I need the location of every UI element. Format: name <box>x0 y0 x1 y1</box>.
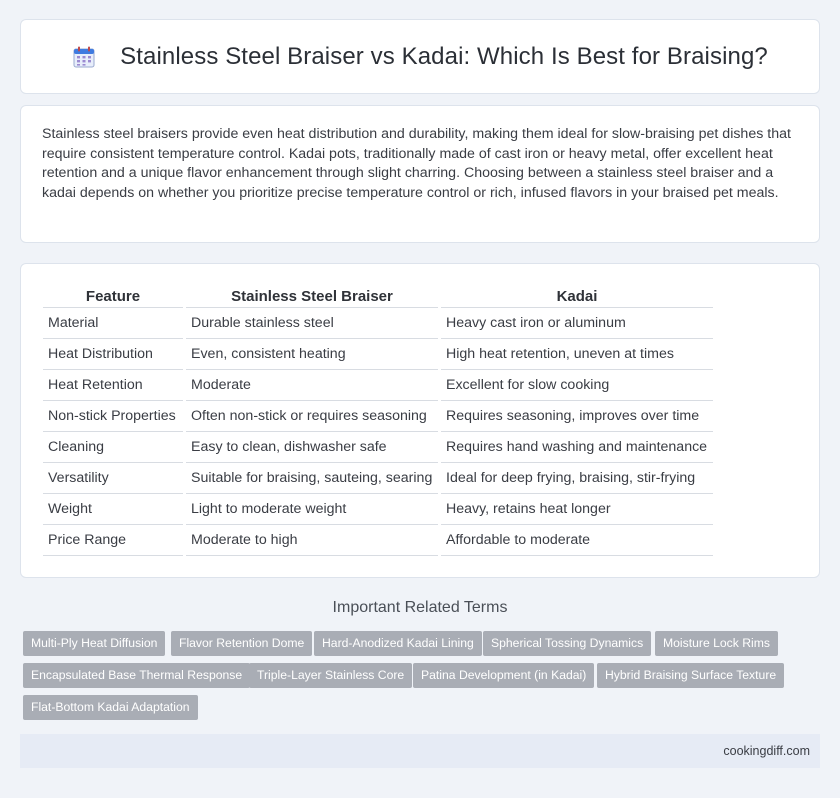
table-cell: Easy to clean, dishwasher safe <box>186 432 438 463</box>
table-cell: Heavy cast iron or aluminum <box>441 308 713 339</box>
table-cell: Cleaning <box>43 432 183 463</box>
column-header-kadai: Kadai <box>441 286 713 308</box>
table-cell: Moderate <box>186 370 438 401</box>
comparison-table <box>40 286 716 556</box>
table-cell: High heat retention, uneven at times <box>441 339 713 370</box>
page-title: Stainless Steel Braiser vs Kadai: Which Is Best for Braising? <box>120 42 768 70</box>
tag-triple-layer-stainless-core[interactable]: Triple-Layer Stainless Core <box>249 663 412 688</box>
related-terms-heading: Important Related Terms <box>332 599 508 616</box>
table-cell: Ideal for deep frying, braising, stir-frying <box>441 463 713 494</box>
table-cell: Suitable for braising, sauteing, searing <box>186 463 438 494</box>
table-header-row <box>43 286 713 308</box>
table-row <box>43 339 713 370</box>
table-row <box>43 432 713 463</box>
table-row <box>43 370 713 401</box>
tag-flavor-retention-dome[interactable]: Flavor Retention Dome <box>171 631 312 656</box>
table-cell: Light to moderate weight <box>186 494 438 525</box>
table-cell: Often non-stick or requires seasoning <box>186 401 438 432</box>
table-cell: Heat Distribution <box>43 339 183 370</box>
table-cell: Requires hand washing and maintenance <box>441 432 713 463</box>
table-cell: Non-stick Properties <box>43 401 183 432</box>
table-cell: Durable stainless steel <box>186 308 438 339</box>
table-row <box>43 494 713 525</box>
table-cell: Moderate to high <box>186 525 438 556</box>
table-cell: Price Range <box>43 525 183 556</box>
calendar-icon <box>72 45 96 69</box>
table-cell: Weight <box>43 494 183 525</box>
tag-hybrid-braising-surface-texture[interactable]: Hybrid Braising Surface Texture <box>597 663 784 688</box>
column-header-braiser: Stainless Steel Braiser <box>186 286 438 308</box>
table-row <box>43 308 713 339</box>
table-cell: Heavy, retains heat longer <box>441 494 713 525</box>
column-header-feature: Feature <box>43 286 183 308</box>
table-cell: Material <box>43 308 183 339</box>
intro-paragraph: Stainless steel braisers provide even heat distribution and durability, making them ideal for slow-braising pet dishes that require consistent temperature control. Kadai pots, traditionally made of cast iron or heavy metal, offer excellent heat retention and a unique flavor enhancement through slight charring. Choosing between a stainless steel braiser and a kadai depends on whether you prioritize precise temperature control or rich, infused flavors in your braised pet meals. <box>42 126 791 201</box>
table-cell: Requires seasoning, improves over time <box>441 401 713 432</box>
tag-multi-ply-heat-diffusion[interactable]: Multi-Ply Heat Diffusion <box>23 631 165 656</box>
intro-card <box>20 105 820 243</box>
footer <box>20 734 820 768</box>
table-cell: Affordable to moderate <box>441 525 713 556</box>
table-row <box>43 525 713 556</box>
table-cell: Even, consistent heating <box>186 339 438 370</box>
table-row <box>43 401 713 432</box>
tag-hard-anodized-kadai-lining[interactable]: Hard-Anodized Kadai Lining <box>314 631 482 656</box>
footer-site-link[interactable]: cookingdiff.com <box>723 744 810 758</box>
table-row <box>43 463 713 494</box>
comparison-table-card <box>20 263 820 578</box>
tag-moisture-lock-rims[interactable]: Moisture Lock Rims <box>655 631 778 656</box>
table-cell: Heat Retention <box>43 370 183 401</box>
title-card <box>20 19 820 94</box>
tag-flat-bottom-kadai-adaptation[interactable]: Flat-Bottom Kadai Adaptation <box>23 695 198 720</box>
tag-patina-development[interactable]: Patina Development (in Kadai) <box>413 663 594 688</box>
table-cell: Excellent for slow cooking <box>441 370 713 401</box>
table-cell: Versatility <box>43 463 183 494</box>
tag-spherical-tossing-dynamics[interactable]: Spherical Tossing Dynamics <box>483 631 651 656</box>
tag-encapsulated-base-thermal-response[interactable]: Encapsulated Base Thermal Response <box>23 663 250 688</box>
